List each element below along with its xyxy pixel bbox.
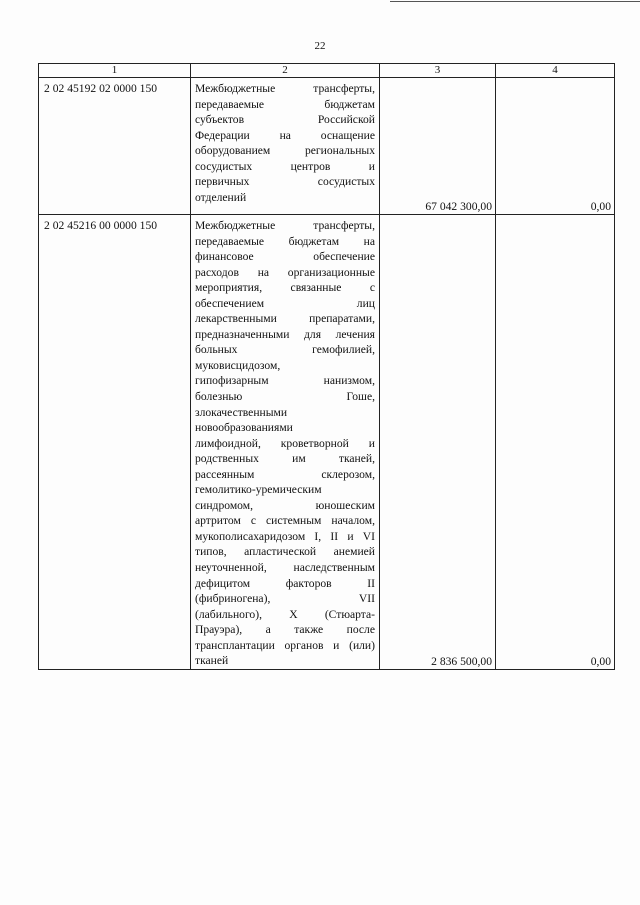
- amount-value: 67 042 300,00: [380, 78, 496, 215]
- description-line: передаваемые бюджетам на: [195, 234, 375, 248]
- description-line: болезнью Гоше,: [195, 390, 375, 404]
- description-line: расходов на организационные: [195, 265, 375, 279]
- column-header: 1: [39, 64, 191, 78]
- description-line: (лабильного), X (Стюарта-: [195, 607, 375, 621]
- description-line: злокачественными: [195, 405, 288, 419]
- description-line: финансовое обеспечение: [195, 250, 375, 264]
- transfer-description: [191, 215, 380, 670]
- transfer-description: [191, 78, 380, 215]
- amount2-value: 0,00: [496, 215, 615, 670]
- budget-code: 2 02 45192 02 0000 150: [39, 78, 191, 215]
- budget-table: [38, 63, 615, 670]
- description-line: типов, апластической анемией: [195, 545, 375, 559]
- description-line: артритом с системным началом,: [195, 514, 375, 528]
- description-line: Прауэра), а также после: [195, 623, 375, 637]
- description-line: (фибриногена), VII: [195, 592, 375, 606]
- description-line: лимфоидной, кроветворной и: [195, 436, 375, 450]
- description-line: передаваемые бюджетам: [195, 97, 375, 111]
- description-line: мукополисахаридозом I, II и VI: [195, 529, 375, 543]
- description-line: гипофизарным нанизмом,: [195, 374, 375, 388]
- column-header: 3: [380, 64, 496, 78]
- column-header: 4: [496, 64, 615, 78]
- column-header: 2: [191, 64, 380, 78]
- description-line: синдромом, юношеским: [195, 498, 375, 512]
- table-row: [39, 215, 615, 670]
- description-line: больных гемофилией,: [195, 343, 375, 357]
- description-line: сосудистых центров и: [195, 159, 375, 173]
- description-line: муковисцидозом,: [195, 358, 281, 372]
- description-line: родственных им тканей,: [195, 452, 375, 466]
- top-rule: [390, 1, 640, 2]
- description-line: рассеянным склерозом,: [195, 467, 375, 481]
- description-line: отделений: [195, 190, 247, 204]
- description-line: неуточненной, наследственным: [195, 561, 375, 575]
- table-header-row: [39, 64, 615, 78]
- description-line: гемолитико-уремическим: [195, 483, 322, 497]
- page-number: 22: [314, 40, 326, 52]
- description-line: тканей: [195, 654, 229, 668]
- description-line: обеспечением лиц: [195, 296, 375, 310]
- table-row: [39, 78, 615, 215]
- description-line: трансплантации органов и (или): [195, 638, 375, 652]
- description-line: мероприятия, связанные с: [195, 281, 375, 295]
- description-line: Межбюджетные трансферты,: [195, 219, 375, 232]
- description-line: оборудованием региональных: [195, 144, 375, 158]
- description-line: предназначенными для лечения: [195, 327, 375, 341]
- budget-code: 2 02 45216 00 0000 150: [39, 215, 191, 670]
- amount-value: 2 836 500,00: [380, 215, 496, 670]
- description-line: субъектов Российской: [195, 113, 375, 127]
- description-line: лекарственными препаратами,: [195, 312, 375, 326]
- description-line: Федерации на оснащение: [195, 128, 375, 142]
- description-line: Межбюджетные трансферты,: [195, 82, 375, 95]
- description-line: новообразованиями: [195, 421, 293, 435]
- amount2-value: 0,00: [496, 78, 615, 215]
- description-line: дефицитом факторов II: [195, 576, 375, 590]
- description-line: первичных сосудистых: [195, 175, 375, 189]
